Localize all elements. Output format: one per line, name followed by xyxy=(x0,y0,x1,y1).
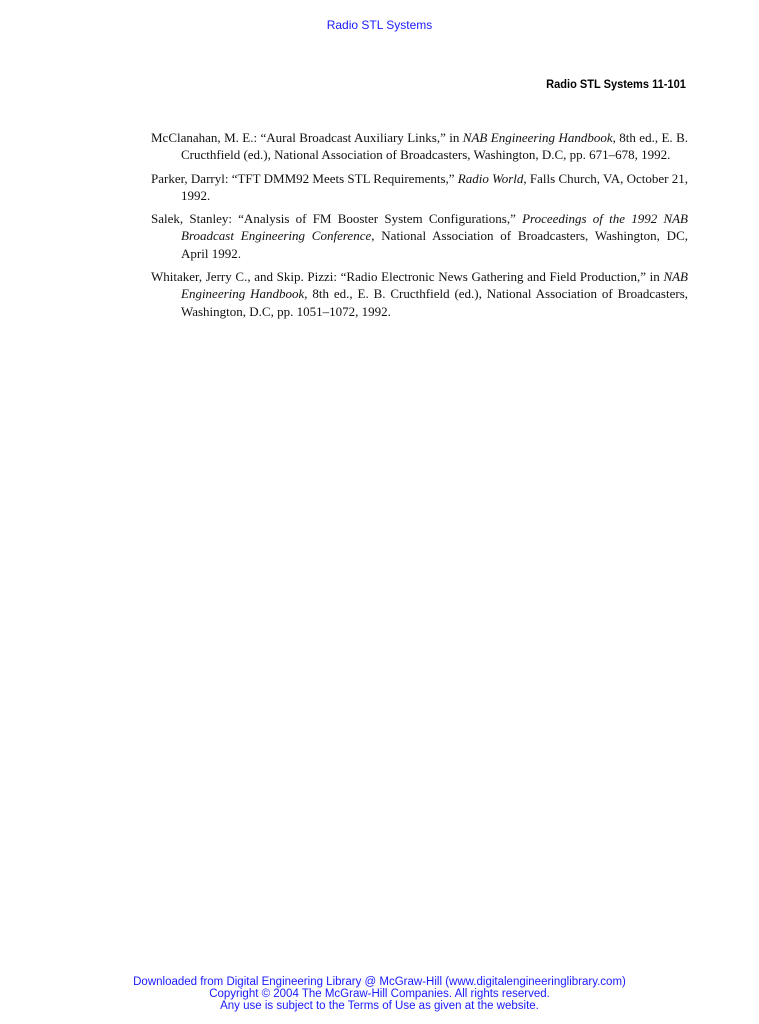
reference-source: NAB Engineering Handbook xyxy=(181,269,688,302)
footer-notice xyxy=(0,976,759,1012)
reference-source: Radio World xyxy=(457,170,524,186)
reference-item xyxy=(151,210,688,262)
reference-list xyxy=(151,129,688,326)
footer-copyright: Copyright © 2004 The McGraw-Hill Companies. All rights reserved. xyxy=(209,988,550,1000)
footer-terms-link[interactable]: Any use is subject to the Terms of Use as given at the website. xyxy=(220,1000,539,1012)
reference-text: Parker, Darryl: “TFT DMM92 Meets STL Requirements,” xyxy=(151,170,458,186)
reference-details: , 8th ed., E. B. Cructhfield (ed.), National Association of Broadcasters, Washington, D.C, pp. 671–678, 1992. xyxy=(181,130,689,163)
footer-download-link[interactable]: Downloaded from Digital Engineering Library @ McGraw-Hill (www.digitalengineeringlibrary.com) xyxy=(133,976,626,988)
reference-text: McClanahan, M. E.: “Aural Broadcast Auxiliary Links,” in xyxy=(151,130,463,145)
running-head: Radio STL Systems 11-101 xyxy=(546,77,686,91)
reference-item xyxy=(151,268,688,320)
top-title-link[interactable]: Radio STL Systems xyxy=(326,18,433,32)
reference-item xyxy=(151,170,688,205)
reference-details: , National Association of Broadcasters, Washington, DC, April 1992. xyxy=(181,228,688,261)
reference-source: NAB Engineering Handbook xyxy=(462,130,613,145)
reference-details: , Falls Church, VA, October 21, 1992. xyxy=(181,170,689,203)
reference-text: Salek, Stanley: “Analysis of FM Booster System Configurations,” xyxy=(151,211,523,227)
reference-details: , 8th ed., E. B. Cructhfield (ed.), National Association of Broadcasters, Washington, D.C, pp. 1051–1072, 1992. xyxy=(181,286,688,319)
reference-text: Whitaker, Jerry C., and Skip. Pizzi: “Radio Electronic News Gathering and Field Production,” in xyxy=(151,269,664,285)
reference-source: Proceedings of the 1992 NAB Broadcast Engineering Conference xyxy=(181,211,688,244)
reference-item xyxy=(151,129,688,164)
